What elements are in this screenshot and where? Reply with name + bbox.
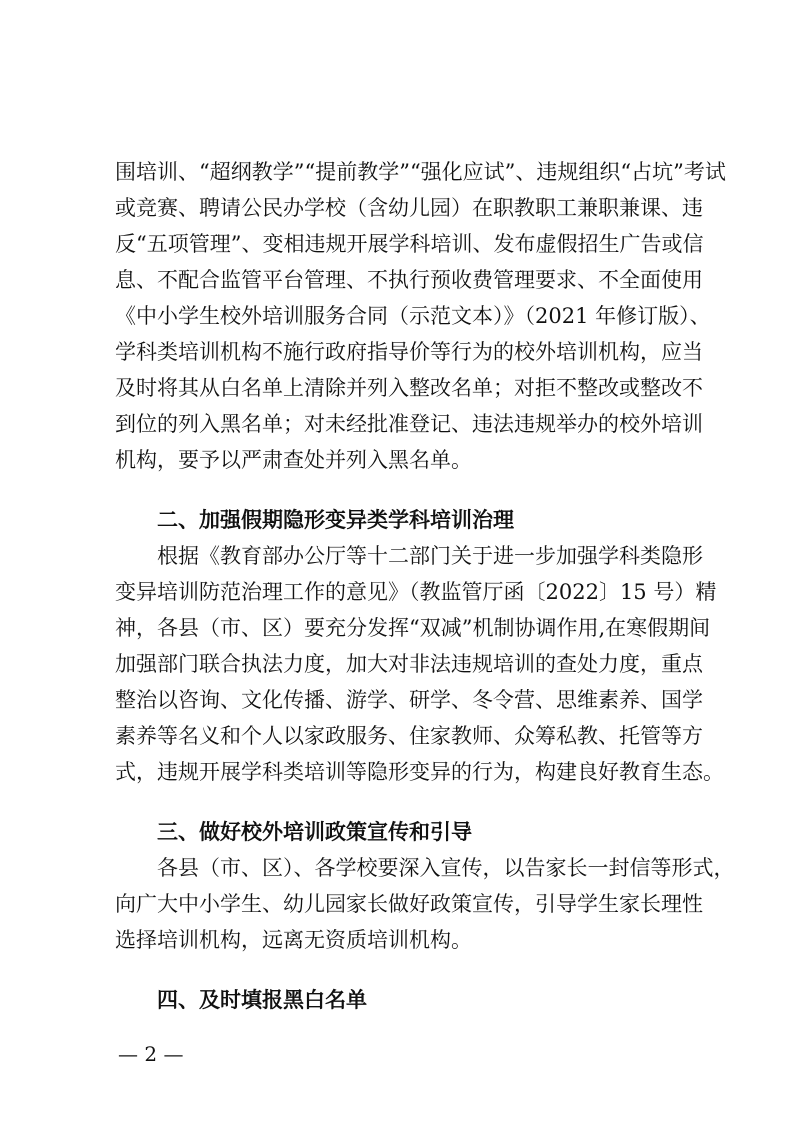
paragraph-line: 机构，要予以严肃查处并列入黑名单。	[115, 448, 472, 472]
paragraph-line: 及时将其从白名单上清除并列入整改名单；对拒不整改或整改不	[115, 376, 703, 400]
paragraph-line: 反“五项管理”、变相违规开展学科培训、发布虚假招生广告或信	[115, 232, 704, 256]
paragraph-line: 向广大中小学生、幼儿园家长做好政策宣传，引导学生家长理性	[115, 892, 703, 916]
paragraph-line: 息、不配合监管平台管理、不执行预收费管理要求、不全面使用	[115, 268, 703, 292]
paragraph-line: 根据《教育部办公厅等十二部门关于进一步加强学科类隐形	[157, 544, 703, 568]
paragraph-line: 加强部门联合执法力度，加大对非法违规培训的查处力度，重点	[115, 652, 703, 676]
paragraph-line: 选择培训机构，远离无资质培训机构。	[115, 928, 472, 952]
paragraph-line: 到位的列入黑名单；对未经批准登记、违法违规举办的校外培训	[115, 412, 703, 436]
section-heading: 三、做好校外培训政策宣传和引导	[157, 820, 472, 844]
paragraph-line: 素养等名义和个人以家政服务、住家教师、众筹私教、托管等方	[115, 724, 703, 748]
paragraph-line: 围培训、“超纲教学”“提前教学”“强化应试”、违规组织“占坑”考试	[115, 160, 726, 184]
page-number: — 2 —	[118, 1042, 184, 1066]
paragraph-line: 或竞赛、聘请公民办学校（含幼儿园）在职教职工兼职兼课、违	[115, 196, 703, 220]
paragraph-line: 变异培训防范治理工作的意见》（教监管厅函〔2022〕15 号）精	[115, 580, 717, 604]
paragraph-line: 整治以咨询、文化传播、游学、研学、冬令营、思维素养、国学	[115, 688, 703, 712]
section-heading: 四、及时填报黑白名单	[157, 988, 367, 1012]
paragraph-line: 学科类培训机构不施行政府指导价等行为的校外培训机构，应当	[115, 340, 703, 364]
paragraph-line: 各县（市、区）、各学校要深入宣传，以告家长一封信等形式，	[157, 856, 735, 880]
paragraph-line: 神，各县（市、区）要充分发挥“双减”机制协调作用,在寒假期间	[115, 616, 711, 640]
paragraph-line: 式，违规开展学科类培训等隐形变异的行为，构建良好教育生态。	[115, 760, 724, 784]
section-heading: 二、加强假期隐形变异类学科培训治理	[157, 508, 514, 532]
paragraph-line: 《中小学生校外培训服务合同（示范文本）》（2021 年修订版）、	[115, 304, 711, 328]
